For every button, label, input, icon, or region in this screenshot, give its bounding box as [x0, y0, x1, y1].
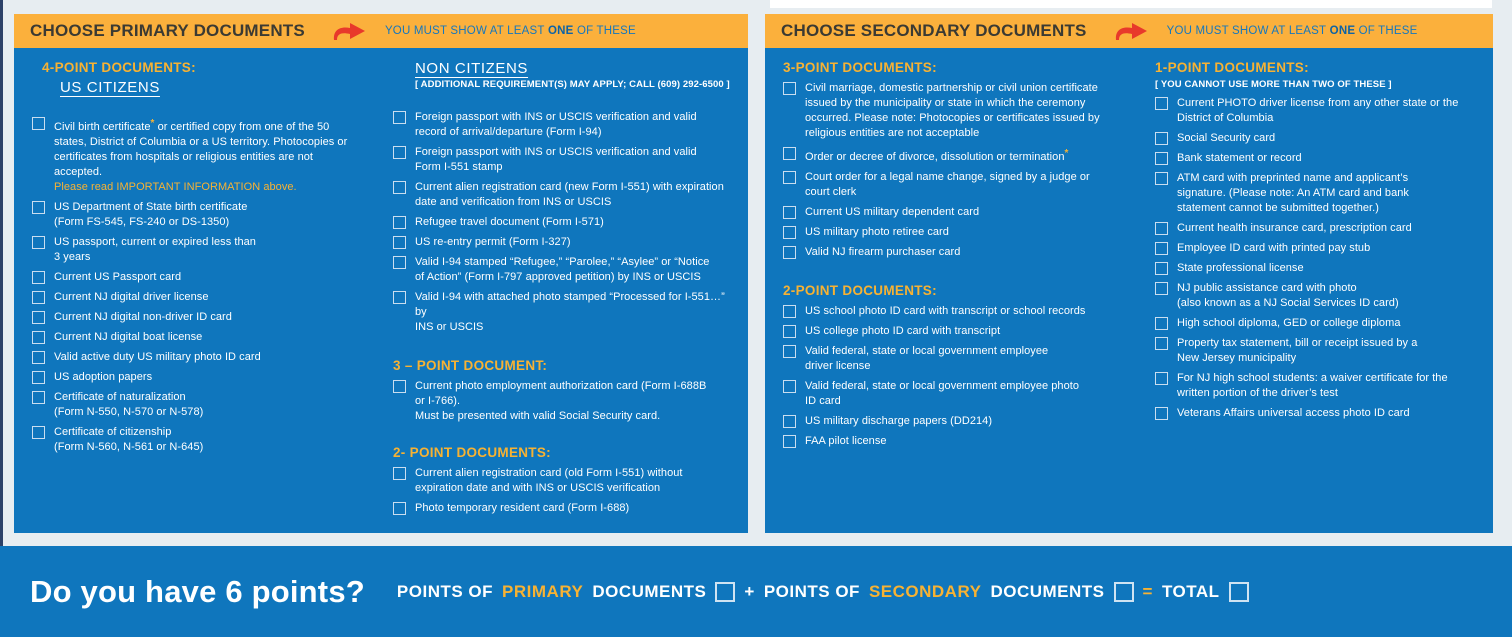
- secondary-must-show-note: [1167, 25, 1418, 37]
- primary-three-point-list: [393, 379, 734, 429]
- document-item-label: Order or decree of divorce, dissolution or termination*: [805, 148, 1069, 163]
- document-item: [1155, 151, 1479, 166]
- checkbox[interactable]: [1155, 282, 1168, 295]
- checkbox[interactable]: [393, 380, 406, 393]
- secondary-points-checkbox[interactable]: [1114, 582, 1134, 602]
- checkbox[interactable]: [783, 171, 796, 184]
- document-item: [32, 310, 362, 325]
- checkbox[interactable]: [32, 311, 45, 324]
- document-item-label: Current NJ digital non-driver ID card: [54, 311, 232, 323]
- additional-requirements-note: [ ADDITIONAL REQUIREMENT(S) MAY APPLY; CALL (609) 292-6500 ]: [415, 79, 730, 90]
- points-of-label: POINTS OF: [396, 581, 494, 601]
- document-item-label: Valid I-94 with attached photo stamped “Processed for I-551…” by INS or USCIS: [415, 291, 725, 333]
- top-white-strip: [770, 0, 1492, 8]
- document-item: [783, 205, 1135, 220]
- checkbox[interactable]: [1155, 172, 1168, 185]
- checkbox[interactable]: [1155, 222, 1168, 235]
- document-item-note: Please read IMPORTANT INFORMATION above.: [54, 181, 297, 193]
- checkbox[interactable]: [393, 467, 406, 480]
- secondary-panel-body: [765, 48, 1493, 533]
- primary-points-checkbox[interactable]: [715, 582, 735, 602]
- document-item: [1155, 96, 1479, 126]
- red-arrow-icon: [331, 21, 367, 41]
- document-item-label: Valid federal, state or local government employee photo ID card: [805, 380, 1080, 407]
- red-arrow-icon: [1113, 21, 1149, 41]
- primary-panel-body: [14, 48, 748, 533]
- checkbox[interactable]: [1155, 262, 1168, 275]
- document-item-label: US school photo ID card with transcript or school records: [805, 305, 1086, 317]
- checkbox[interactable]: [783, 415, 796, 428]
- document-item-label: Current US Passport card: [54, 271, 182, 283]
- secondary-word: SECONDARY: [868, 581, 982, 601]
- checkbox[interactable]: [1155, 372, 1168, 385]
- document-item-label: Current US military dependent card: [805, 206, 980, 218]
- primary-word: PRIMARY: [502, 581, 584, 601]
- checkbox[interactable]: [393, 236, 406, 249]
- document-item: [32, 390, 362, 420]
- checkbox[interactable]: [1155, 152, 1168, 165]
- checkbox[interactable]: [783, 380, 796, 393]
- checkbox[interactable]: [393, 111, 406, 124]
- checkbox[interactable]: [783, 206, 796, 219]
- document-item-label: Veterans Affairs universal access photo ID card: [1177, 407, 1410, 419]
- checkbox[interactable]: [32, 236, 45, 249]
- document-item-label: ATM card with preprinted name and applicant’s signature. (Please note: An ATM card and bank statement cannot be submitted together.): [1177, 172, 1409, 214]
- one-point-list: [1155, 96, 1479, 426]
- document-item: [1155, 371, 1479, 401]
- primary-panel-header: [14, 14, 748, 48]
- plus-sign: +: [744, 581, 755, 601]
- document-item: [393, 110, 734, 140]
- document-item: [1155, 281, 1479, 311]
- document-item: [393, 501, 734, 516]
- non-citizens-heading: NON CITIZENS: [415, 60, 529, 77]
- equals-sign: =: [1142, 581, 1153, 601]
- document-item-label: Current alien registration card (new Form I-551) with expiration date and verification from INS or USCIS: [415, 181, 724, 208]
- document-item: [393, 290, 734, 335]
- total-points-checkbox[interactable]: [1229, 582, 1249, 602]
- non-citizens-column: [393, 60, 734, 533]
- document-item-label: Refugee travel document (Form I-571): [415, 216, 604, 228]
- checkbox[interactable]: [32, 201, 45, 214]
- document-item-label: Current NJ digital boat license: [54, 331, 203, 343]
- document-item: [32, 370, 362, 385]
- document-item: [783, 146, 1135, 165]
- document-item: [783, 414, 1135, 429]
- checkbox[interactable]: [783, 305, 796, 318]
- checkbox[interactable]: [1155, 132, 1168, 145]
- document-item: [783, 225, 1135, 240]
- document-item: [32, 200, 362, 230]
- checkbox[interactable]: [783, 435, 796, 448]
- must-show-prefix: YOU MUST SHOW AT LEAST: [384, 25, 545, 37]
- document-item-label: US passport, current or expired less than 3 years: [54, 236, 256, 263]
- secondary-three-point-heading: 3-POINT DOCUMENTS:: [783, 60, 937, 75]
- document-item-label: For NJ high school students: a waiver certificate for the written portion of the driver’s test: [1177, 372, 1448, 399]
- document-item: [783, 170, 1135, 200]
- document-item: [783, 379, 1135, 409]
- checkbox[interactable]: [393, 216, 406, 229]
- checkbox[interactable]: [1155, 242, 1168, 255]
- one-point-limit-note: [ YOU CANNOT USE MORE THAN TWO OF THESE ]: [1155, 79, 1392, 90]
- document-item: [393, 255, 734, 285]
- primary-panel-title: CHOOSE PRIMARY DOCUMENTS: [30, 21, 305, 40]
- document-item-label: Current PHOTO driver license from any other state or the District of Columbia: [1177, 97, 1459, 124]
- document-item: [1155, 316, 1479, 331]
- document-item: [32, 290, 362, 305]
- document-item-label: FAA pilot license: [805, 435, 887, 447]
- secondary-panel-header: [765, 14, 1493, 48]
- document-item: [32, 350, 362, 365]
- document-item-label: Valid active duty US military photo ID card: [54, 351, 261, 363]
- checkbox[interactable]: [32, 351, 45, 364]
- checkbox[interactable]: [783, 147, 796, 160]
- document-item-label: Civil birth certificate* or certified copy from one of the 50 states, District of Columbia or a US territory. Photocopies or certificates from hospitals or religious entities are not accepted. Please read IMPORTANT INFORMATION above.: [54, 116, 362, 195]
- document-item-label: US military discharge papers (DD214): [805, 415, 993, 427]
- document-item: [1155, 171, 1479, 216]
- document-item-label: Valid federal, state or local government employee driver license: [805, 345, 1049, 372]
- checkbox[interactable]: [32, 331, 45, 344]
- document-item: [783, 344, 1135, 374]
- document-item: [393, 235, 734, 250]
- document-item: [1155, 241, 1479, 256]
- document-item-label: Valid NJ firearm purchaser card: [805, 246, 961, 258]
- document-item: [32, 235, 362, 265]
- document-item: [32, 425, 362, 455]
- checkbox[interactable]: [783, 226, 796, 239]
- document-item: [1155, 406, 1479, 421]
- document-item-label: US Department of State birth certificate (Form FS-545, FS-240 or DS-1350): [54, 201, 248, 228]
- secondary-documents-panel: [765, 14, 1493, 533]
- checkbox[interactable]: [32, 391, 45, 404]
- primary-three-point-heading: 3 – POINT DOCUMENT:: [393, 358, 548, 373]
- must-show-prefix: YOU MUST SHOW AT LEAST: [1166, 25, 1327, 37]
- secondary-panel-title: CHOOSE SECONDARY DOCUMENTS: [781, 21, 1087, 40]
- checkbox[interactable]: [1155, 337, 1168, 350]
- document-item: [393, 379, 734, 424]
- document-item-label: State professional license: [1177, 262, 1304, 274]
- checkbox[interactable]: [393, 502, 406, 515]
- checkbox[interactable]: [32, 291, 45, 304]
- document-item-label: Current health insurance card, prescription card: [1177, 222, 1412, 234]
- document-item: [1155, 261, 1479, 276]
- document-item: [783, 304, 1135, 319]
- document-item-label: Photo temporary resident card (Form I-688): [415, 502, 630, 514]
- primary-two-point-list: [393, 466, 734, 521]
- six-points-bar: [0, 546, 1512, 637]
- document-item: [1155, 336, 1479, 366]
- document-item-label: NJ public assistance card with photo (also known as a NJ Social Services ID card): [1177, 282, 1399, 309]
- document-item: [393, 145, 734, 175]
- checkbox[interactable]: [393, 291, 406, 304]
- document-item-label: Civil marriage, domestic partnership or civil union certificate issued by the municipality or state in which the ceremony occurred. Please note: Photocopies or certificates issued by religious entities are not acceptable: [805, 82, 1100, 139]
- checkbox[interactable]: [783, 345, 796, 358]
- document-item: [1155, 131, 1479, 146]
- secondary-left-column: [783, 60, 1135, 533]
- six-points-question: Do you have 6 points?: [30, 573, 365, 609]
- points-equation: [397, 582, 1249, 602]
- four-point-heading: 4-POINT DOCUMENTS:: [42, 60, 196, 75]
- document-item: [783, 81, 1135, 141]
- secondary-right-column: [1155, 60, 1479, 533]
- checkbox[interactable]: [1155, 97, 1168, 110]
- secondary-three-point-list: [783, 81, 1135, 265]
- document-item-label: Court order for a legal name change, signed by a judge or court clerk: [805, 171, 1090, 198]
- document-item-label: Certificate of citizenship (Form N-560, N-561 or N-645): [54, 426, 204, 453]
- total-label: TOTAL: [1161, 581, 1220, 601]
- document-item-label: Property tax statement, bill or receipt issued by a New Jersey municipality: [1177, 337, 1418, 364]
- points-of-label: POINTS OF: [763, 581, 860, 601]
- checkbox[interactable]: [32, 371, 45, 384]
- secondary-two-point-list: [783, 304, 1135, 454]
- checkbox[interactable]: [393, 256, 406, 269]
- one-point-heading: 1-POINT DOCUMENTS:: [1155, 60, 1309, 75]
- checkbox[interactable]: [783, 246, 796, 259]
- document-item-label: Current NJ digital driver license: [54, 291, 209, 303]
- document-item-label: Foreign passport with INS or USCIS verification and valid Form I-551 stamp: [415, 146, 697, 173]
- must-show-suffix: OF THESE: [1358, 25, 1418, 37]
- checkbox[interactable]: [783, 325, 796, 338]
- document-item: [783, 324, 1135, 339]
- must-show-one: ONE: [548, 25, 574, 37]
- document-item: [393, 215, 734, 230]
- primary-two-point-heading: 2- POINT DOCUMENTS:: [393, 445, 551, 460]
- document-item-label: US military photo retiree card: [805, 226, 949, 238]
- page-left-edge: [0, 0, 3, 637]
- us-citizens-heading: US CITIZENS: [60, 79, 160, 96]
- document-item: [783, 434, 1135, 449]
- checkbox[interactable]: [783, 82, 796, 95]
- document-item-label: Foreign passport with INS or USCIS verification and valid record of arrival/departure (Form I-94): [415, 111, 697, 138]
- checkbox[interactable]: [32, 271, 45, 284]
- document-item-label: Certificate of naturalization (Form N-550, N-570 or N-578): [54, 391, 204, 418]
- document-item-label: Valid I-94 stamped “Refugee,” “Parolee,” “Asylee” or “Notice of Action” (Form I-797 approved petition) by INS or USCIS: [415, 256, 710, 283]
- document-item-label: Employee ID card with printed pay stub: [1177, 242, 1371, 254]
- documents-label: DOCUMENTS: [990, 581, 1105, 601]
- us-citizens-document-list: [32, 116, 362, 460]
- document-item: [32, 270, 362, 285]
- checkbox[interactable]: [1155, 317, 1168, 330]
- checkbox[interactable]: [32, 117, 45, 130]
- primary-must-show-note: [385, 25, 636, 37]
- document-item-label: US re-entry permit (Form I-327): [415, 236, 571, 248]
- document-item: [393, 466, 734, 496]
- document-item-label: Bank statement or record: [1177, 152, 1302, 164]
- document-item: [393, 180, 734, 210]
- must-show-suffix: OF THESE: [576, 25, 636, 37]
- document-item: [1155, 221, 1479, 236]
- checkbox[interactable]: [32, 426, 45, 439]
- must-show-one: ONE: [1329, 25, 1356, 37]
- secondary-two-point-heading: 2-POINT DOCUMENTS:: [783, 283, 937, 298]
- document-item-label: Current photo employment authorization card (Form I-688B or I-766). Must be presented with valid Social Security card.: [415, 380, 707, 422]
- checkbox[interactable]: [393, 146, 406, 159]
- primary-documents-panel: [14, 14, 748, 533]
- document-item-label: US adoption papers: [54, 371, 153, 383]
- documents-label: DOCUMENTS: [592, 581, 707, 601]
- document-item-label: Social Security card: [1177, 132, 1276, 144]
- checkbox[interactable]: [393, 181, 406, 194]
- document-item-label: US college photo ID card with transcript: [805, 325, 1001, 337]
- document-item-label: Current alien registration card (old Form I-551) without expiration date and with INS or USCIS verification: [415, 467, 683, 494]
- document-item: [32, 116, 362, 195]
- checkbox[interactable]: [1155, 407, 1168, 420]
- non-citizens-document-list: [393, 110, 734, 340]
- document-item-label: High school diploma, GED or college diploma: [1177, 317, 1401, 329]
- document-item: [32, 330, 362, 345]
- document-item: [783, 245, 1135, 260]
- us-citizens-column: [32, 60, 362, 533]
